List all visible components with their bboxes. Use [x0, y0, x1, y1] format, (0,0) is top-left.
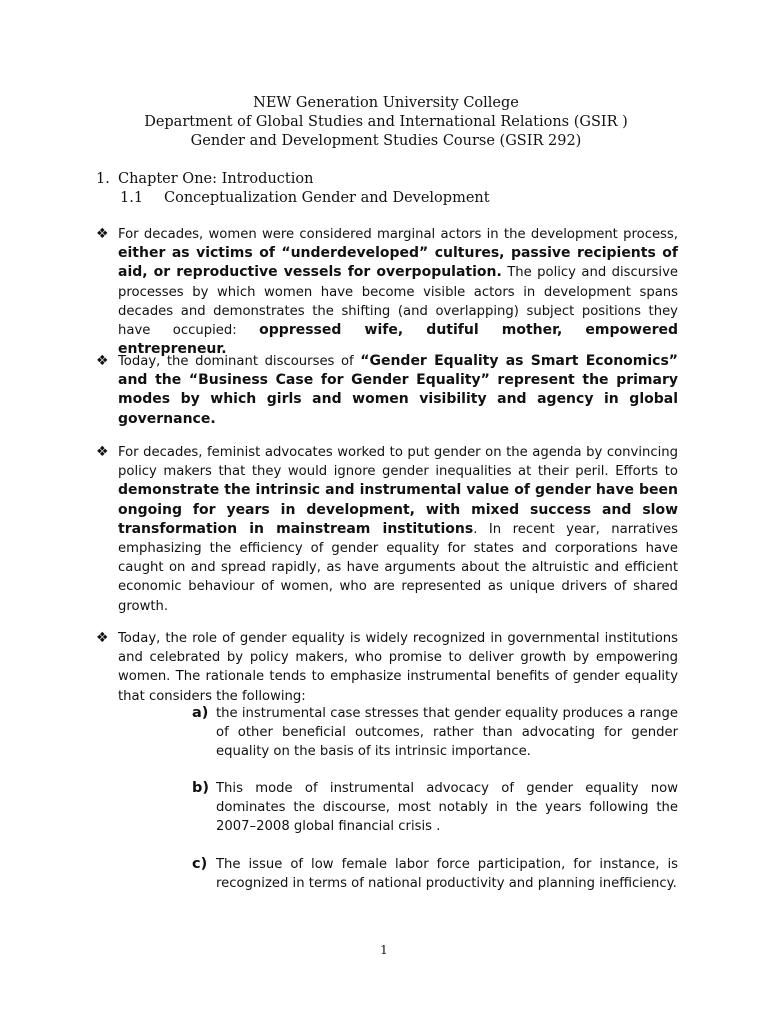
bullet-paragraph [96, 629, 678, 706]
list-item-label: c) [192, 856, 208, 872]
paragraph-text: Today, the role of gender equality is widely recognized in governmental institutions and celebrated by policy makers, who promise to deliver growth by empowering women. The rationale tends to emphasize instrumental benefits of gender equality that considers the following: [118, 631, 678, 704]
paragraph-text: Today, the dominant discourses of “Gender Equality as Smart Economics” and the “Business Case for Gender Equality” represent the primary modes by which girls and women visibility and agency in global governance. [118, 353, 678, 427]
chapter-heading [96, 169, 313, 189]
list-item [192, 704, 678, 762]
header-institution: NEW Generation University College [253, 95, 519, 111]
paragraph-text: For decades, feminist advocates worked to put gender on the agenda by convincing policy makers that they would ignore gender inequalities at their peril. Efforts to demonstrate the intrinsic and instrumental value of gender have been ongoing for years in development, with mixed success and slow transformation in mainstream institutions. In recent year, narratives emphasizing the efficiency of gender equality for states and corporations have caught on and spread rapidly, as have arguments about the altruistic and efficient economic behaviour of women, who are represented as unique drivers of shared growth. [118, 445, 679, 614]
diamond-bullet-icon: ❖ [96, 353, 109, 369]
list-item-text: the instrumental case stresses that gender equality produces a range of other beneficial outcomes, rather than advocating for gender equality on the basis of its intrinsic importance. [216, 706, 678, 760]
list-item-label: a) [192, 705, 209, 721]
chapter-number: 1. [96, 171, 110, 187]
section-title: Conceptualization Gender and Development [164, 190, 490, 206]
header-department: Department of Global Studies and International Relations (GSIR ) [144, 114, 628, 130]
diamond-bullet-icon: ❖ [96, 444, 109, 460]
bullet-paragraph [96, 225, 678, 359]
page-number: 1 [380, 943, 388, 957]
document-header [96, 94, 676, 151]
list-item-text: This mode of instrumental advocacy of gender equality now dominates the discourse, most notably in the years following the 2007–2008 global financial crisis . [216, 781, 678, 835]
chapter-title: Chapter One: Introduction [118, 171, 314, 187]
list-item [192, 779, 678, 837]
list-item-label: b) [192, 780, 210, 796]
paragraph-text: For decades, women were considered marginal actors in the development process, either as victims of “underdeveloped” cultures, passive recipients of aid, or reproductive vessels for overpopulation. The policy and discursive processes by which women have become visible actors in development spans decades and demonstrates the shifting (and overlapping) subject positions they have occupied: oppressed wife, dutiful mother, empowered entrepreneur. [118, 227, 678, 358]
header-course: Gender and Development Studies Course (GSIR 292) [190, 133, 582, 149]
bullet-paragraph [96, 352, 678, 429]
list-item-text: The issue of low female labor force participation, for instance, is recognized in terms of national productivity and planning inefficiency. [216, 857, 678, 892]
section-heading [120, 188, 490, 208]
diamond-bullet-icon: ❖ [96, 226, 109, 242]
section-number: 1.1 [120, 190, 144, 206]
diamond-bullet-icon: ❖ [96, 630, 109, 646]
list-item [192, 855, 678, 893]
bullet-paragraph [96, 443, 678, 616]
